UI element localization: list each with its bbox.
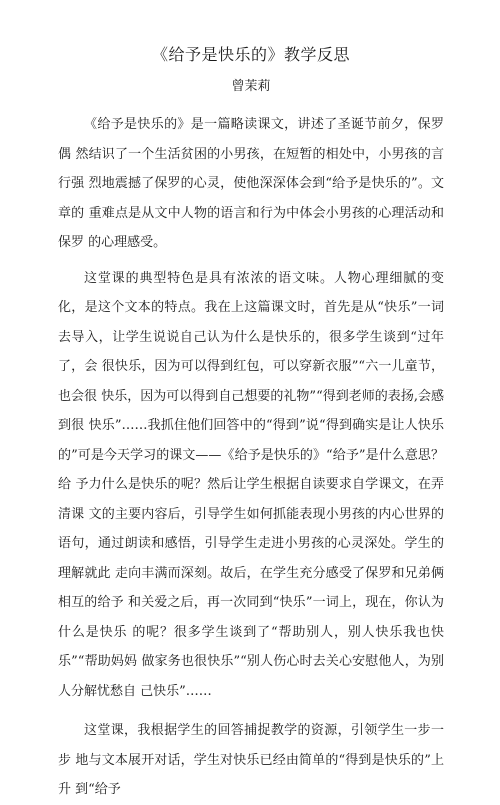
- paragraph-3: 这堂课，我根据学生的回答捕捉教学的资源，引领学生一步一步 地与文本展开对话，学生对快乐已经由简单的“得到是快乐的”上升 到“给予: [58, 723, 444, 797]
- document-author: 曾茉莉: [231, 79, 271, 94]
- paragraph-2: 这堂课的典型特色是具有浓浓的语文味。人物心理细腻的变化，是这个文本的特点。我在上这篇课文时，首先是从“快乐”一词去导入，让学生说说自己认为什么是快乐的，很多学生谈到“过年了，会 很快乐，因为可以得到红包，可以穿新衣服”“六一儿童节，也会很 快乐，因为可以得到自己想要的礼物”“得到老师的表扬,会感到很 快乐”……我抓住他们回答中的“得到”说“得到确实是让人快乐的”可是今天学习的课文——《给予是快乐的》“给予”是什么意思？给 予力什么是快乐的呢？然后让学生根据自读要求自学课文，在弄清课 文的主要内容后，引导学生如何抓能表现小男孩的内心世界的语句，通过朗读和感悟，引导学生走进小男孩的心灵深处。学生的理解就此 走向丰满而深刻。故后，在学生充分感受了保罗和兄弟俩相互的给予 和关爱之后，再一次同到“快乐”一词上，现在，你认为什么是快乐 的呢？很多学生谈到了“帮助别人，别人快乐我也快乐”“帮助妈妈 做家务也很快乐”“别人伤心时去关心安慰他人，为别人分解忧愁自 己快乐”……: [58, 270, 444, 699]
- paragraph-1: 《给予是快乐的》是一篇略读课文，讲述了圣诞节前夕，保罗偶 然结识了一个生活贫困的小男孩，在短暂的相处中，小男孩的言行强 烈地震撼了保罗的心灵，使他深深体会到“给予是快乐的”。文章的 重难点是从文中人物的语言和行为中体会小男孩的心理活动和保罗 的心理感受。: [58, 117, 444, 250]
- document-title: 《给予是快乐的》教学反思: [151, 45, 350, 64]
